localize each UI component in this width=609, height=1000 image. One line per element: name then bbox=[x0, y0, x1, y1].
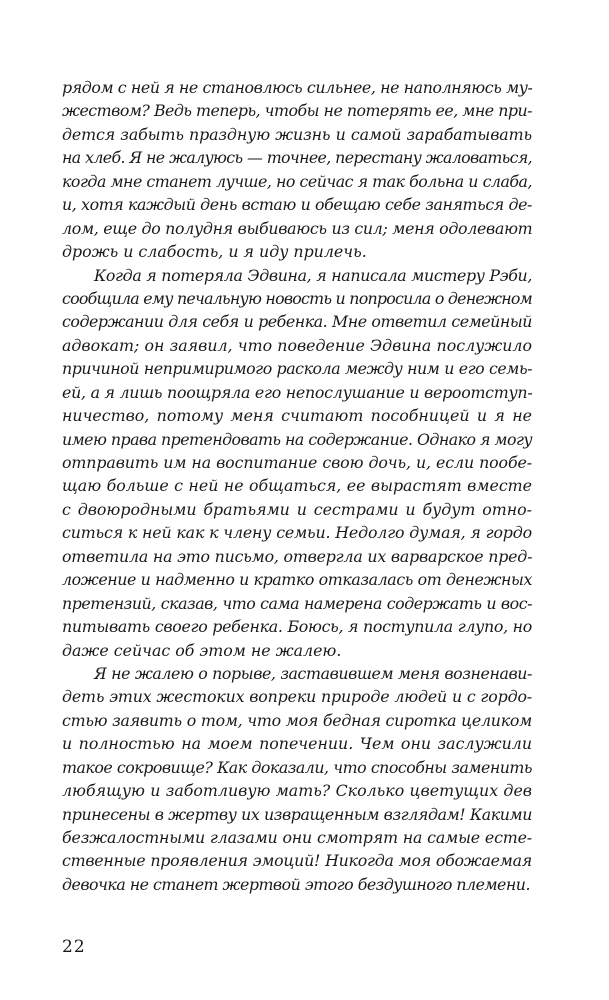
text-line: принесены в жертву их извращенным взглядам! Какими bbox=[62, 804, 532, 824]
text-line: рядом с ней я не становлюсь сильнее, не наполняюсь му- bbox=[62, 78, 533, 97]
text-line: и полностью на моем попечении. Чем они заслужили bbox=[62, 734, 532, 754]
text-line: ситься к ней как к члену семьи. Недолго думая, я гордо bbox=[62, 523, 532, 543]
text-line: и, хотя каждый день встаю и обещаю себе заняться де- bbox=[62, 195, 532, 215]
text-line: когда мне станет лучше, но сейчас я так больна и слаба, bbox=[62, 171, 532, 191]
paragraph bbox=[62, 662, 532, 896]
text-line: сообщила ему печальную новость и попросила о денежном bbox=[62, 288, 532, 308]
text-line: претензий, сказав, что сама намерена содержать и вос- bbox=[62, 593, 532, 613]
text-line: такое сокровище? Как доказали, что способны заменить bbox=[62, 757, 532, 777]
text-line: даже сейчас об этом не жалею. bbox=[62, 640, 342, 660]
text-line: любящую и заботливую мать? Сколько цветущих дев bbox=[62, 781, 532, 801]
text-line: адвокат; он заявил, что поведение Эдвина послужило bbox=[62, 335, 532, 355]
text-line: безжалостными глазами они смотрят на самые есте- bbox=[62, 828, 532, 847]
text-line: содержании для себя и ребенка. Мне ответил семейный bbox=[62, 312, 532, 332]
text-line: на хлеб. Я не жалуюсь — точнее, перестану жаловаться, bbox=[62, 148, 532, 168]
text-line: щаю больше с ней не общаться, ее вырастят вместе bbox=[62, 476, 532, 496]
text-line: дрожь и слабость, и я иду прилечь. bbox=[62, 242, 367, 262]
text-line: имею права претендовать на содержание. Однако я могу bbox=[62, 429, 532, 449]
text-line: отправить им на воспитание свою дочь, и, если пообе- bbox=[62, 453, 532, 472]
text-line: ей, а я лишь поощряла его непослушание и вероотступ- bbox=[62, 382, 533, 402]
text-line: причиной непримиримого раскола между ним и его семь- bbox=[62, 359, 532, 379]
text-line: ложение и надменно и кратко отказалась от денежных bbox=[62, 570, 532, 590]
text-line: питывать своего ребенка. Боюсь, я поступила глупо, но bbox=[62, 617, 532, 637]
text-line: жеством? Ведь теперь, чтобы не потерять ее, мне при- bbox=[62, 101, 532, 121]
text-line: Я не жалею о порыве, заставившем меня возненави- bbox=[94, 663, 532, 683]
text-line: стью заявить о том, что моя бедная сиротка целиком bbox=[62, 710, 532, 730]
body-text bbox=[62, 76, 532, 896]
text-line: Когда я потеряла Эдвина, я написала мистеру Рэби, bbox=[94, 265, 532, 285]
text-line: девочка не станет жертвой этого бездушного племени. bbox=[62, 874, 530, 894]
text-line: ничество, потому меня считают пособницей и я не bbox=[62, 406, 532, 426]
text-line: деть этих жестоких вопреки природе людей и с гордо- bbox=[62, 687, 532, 707]
text-line: лом, еще до полудня выбиваюсь из сил; меня одолевают bbox=[62, 218, 533, 238]
paragraph bbox=[62, 264, 532, 662]
text-line: ответила на это письмо, отвергла их варварское пред- bbox=[62, 546, 533, 566]
text-line: дется забыть праздную жизнь и самой зарабатывать bbox=[62, 124, 532, 144]
paragraph bbox=[62, 76, 532, 264]
text-line: с двоюродными братьями и сестрами и будут отно- bbox=[62, 499, 532, 519]
text-line: ственные проявления эмоций! Никогда моя обожаемая bbox=[62, 851, 532, 871]
page-number: 22 bbox=[62, 937, 86, 957]
